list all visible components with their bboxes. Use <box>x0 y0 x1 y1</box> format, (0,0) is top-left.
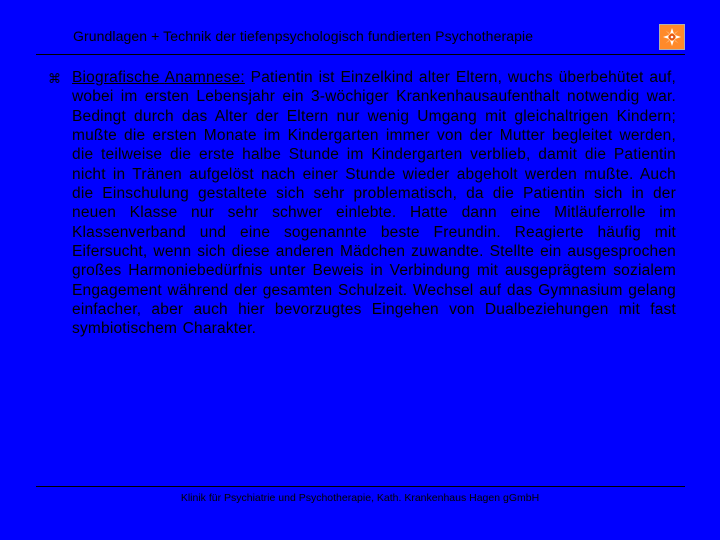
header-title: Grundlagen + Technik der tiefenpsychologisch fundierten Psychotherapie <box>73 28 534 44</box>
command-key-icon: ⌘ <box>48 71 61 86</box>
heading-biografische: Biografische <box>72 69 160 86</box>
heading-anamnese: Anamnese: <box>164 69 245 86</box>
footer-text: Klinik für Psychiatrie und Psychotherapie, Kath. Krankenhaus Hagen gGmbH <box>180 492 540 504</box>
header-divider <box>36 54 685 55</box>
body-paragraph <box>72 68 676 339</box>
anamnesis-text: Patientin ist Einzelkind alter Eltern, wuchs überbehütet auf, wobei im ersten Lebensjahr ein 3-wöchiger Krankenhausaufenthalt notwendig war. Bedingt durch das Alter der Eltern nur wenig Umgang mit gleichaltrigen Kindern; mußte die ersten Monate im Kindergarten immer von der Mutter begleitet werden, die teilweise die erste halbe Stunde im Kindergarten verblieb, damit die Patientin nicht in Tränen aufgelöst nach einer Stunde wieder abgeholt werden mußte. Auch die Einschulung gestaltete sich sehr problematisch, da die Patientin sich in der neuen Klasse nur sehr schwer einlebte. Hatte dann eine Mitläuferrolle im Klassenverband und eine sogenannte beste Freundin. Reagierte häufig mit Eifersucht, wenn sich diese anderen Mädchen zuwandte. Stellte ein ausgesprochen großes Harmoniebedürfnis unter Beweis in Verbindung mit ausgeprägtem sozialem Engagement während der gesamten Schulzeit. Wechsel auf das Gymnasium gelang einfacher, aber auch hier bevorzugtes Eingehen von Dualbeziehungen mit fast symbiotischem Charakter. <box>72 69 676 338</box>
clinic-logo-icon <box>659 24 685 50</box>
footer-divider <box>36 486 685 487</box>
